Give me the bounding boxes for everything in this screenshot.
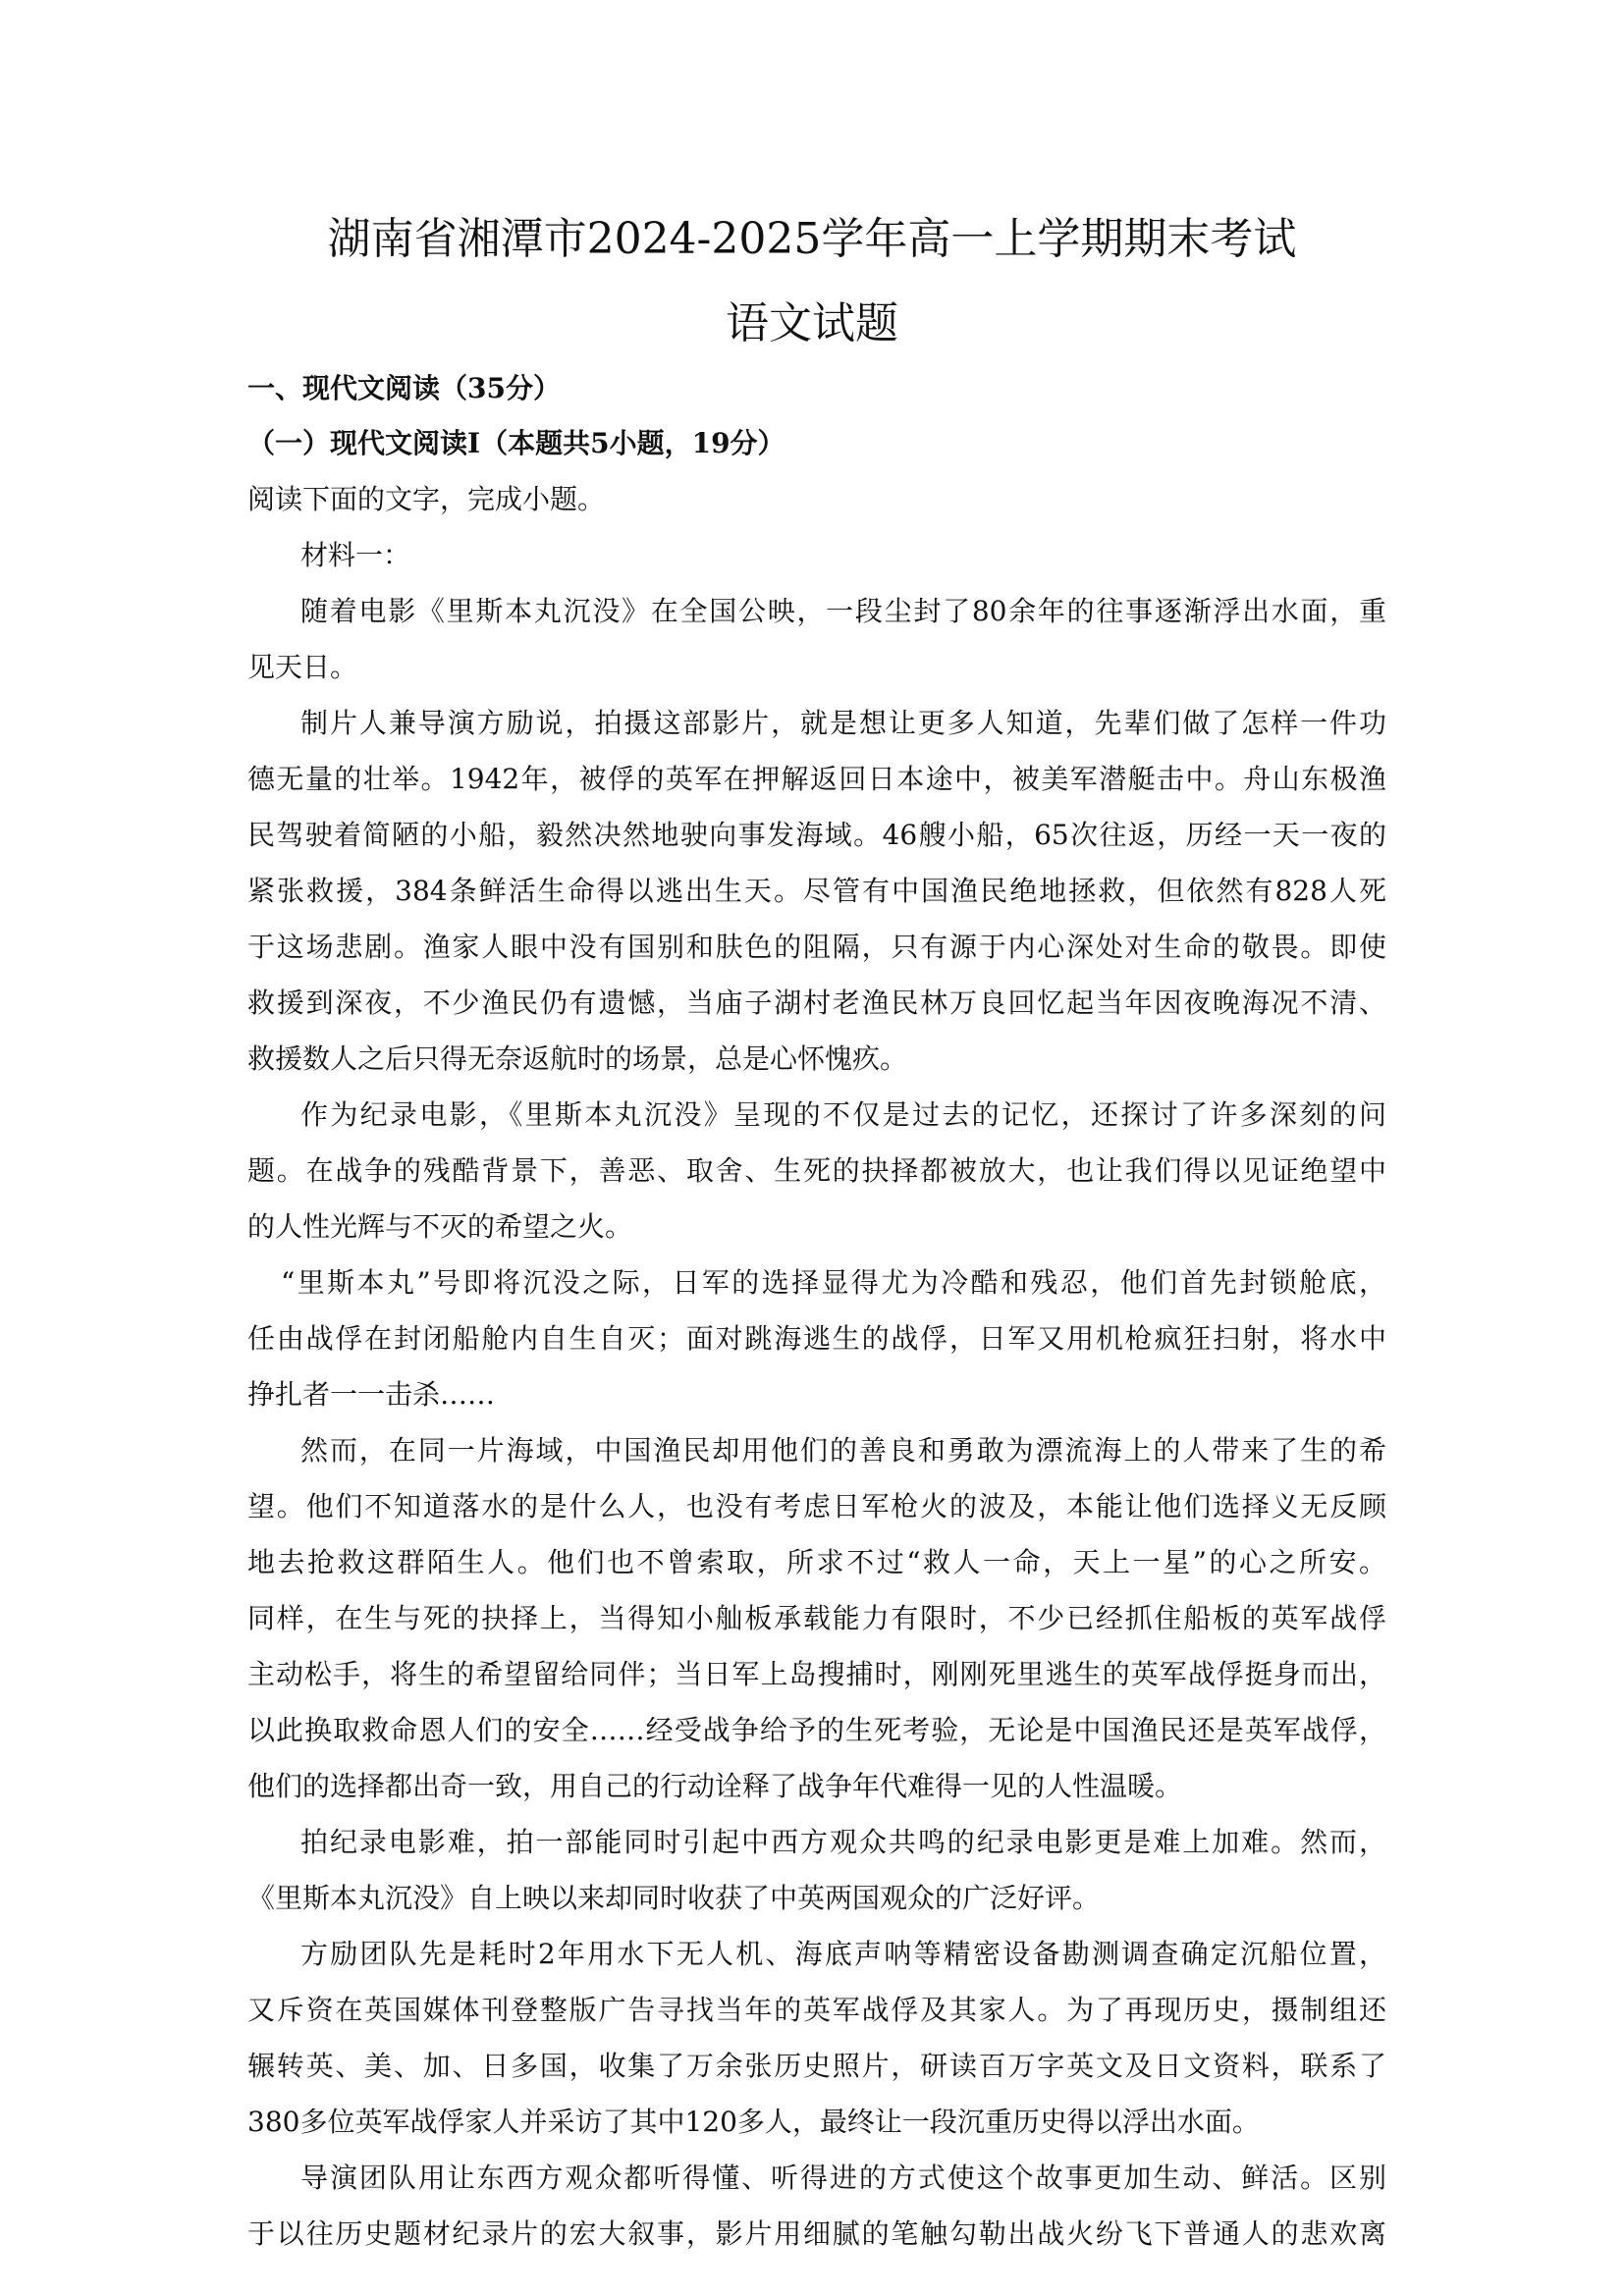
paragraph-line: “里斯本丸”号即将沉没之际，日军的选择显得尤为冷酷和残忍，他们首先封锁舱底，: [281, 1266, 1386, 1299]
paragraph-line: 拍纪录电影难，拍一部能同时引起中西方观众共鸣的纪录电影更是难上加难。然而，: [300, 1826, 1386, 1858]
paragraph-line: 于以往历史题材纪录片的宏大叙事，影片用细腻的笔触勾勒出战火纷飞下普通人的悲欢离: [247, 2217, 1386, 2250]
paragraph-line: 380多位英军战俘家人并采访了其中120多人，最终让一段沉重历史得以浮出水面。: [247, 2106, 1260, 2138]
instruction-text: 阅读下面的文字，完成小题。: [247, 483, 606, 515]
section-heading: 一、现代文阅读（35分）: [247, 372, 561, 404]
paragraph-line: 导演团队用让东西方观众都听得懂、听得进的方式使这个故事更加生动、鲜活。区别: [300, 2162, 1386, 2194]
paragraph-line: 辗转英、美、加、日多国，收集了万余张历史照片，研读百万字英文及日文资料，联系了: [247, 2050, 1386, 2082]
paragraph-line: 同样，在生与死的抉择上，当得知小舢板承载能力有限时，不少已经抓住船板的英军战俘: [247, 1602, 1386, 1634]
paragraph-line: 以此换取救命恩人们的安全……经受战争给予的生死考验，无论是中国渔民还是英军战俘，: [247, 1714, 1386, 1746]
paragraph-line: 主动松手，将生的希望留给同伴；当日军上岛搜捕时，刚刚死里逃生的英军战俘挺身而出，: [247, 1658, 1386, 1690]
paragraph-line: 救援数人之后只得无奈返航时的场景，总是心怀愧疚。: [247, 1042, 908, 1075]
paragraph: [247, 1260, 1386, 1417]
paragraph-line: 随着电影《里斯本丸沉没》在全国公映，一段尘封了80余年的往事逐渐浮出水面，重: [300, 595, 1386, 627]
paragraph-line: 紧张救援，384条鲜活生命得以逃出生天。尽管有中国渔民绝地拯救，但依然有828人死: [247, 875, 1386, 907]
paragraph: [247, 589, 1386, 690]
paragraph-line: 题。在战争的残酷背景下，善恶、取舍、生死的抉择都被放大，也让我们得以见证绝望中: [247, 1154, 1386, 1187]
paragraph-line: 制片人兼导演方励说，拍摄这部影片，就是想让更多人知道，先辈们做了怎样一件功: [300, 707, 1386, 739]
paragraph-line: 又斥资在英国媒体刊登整版广告寻找当年的英军战俘及其家人。为了再现历史，摄制组还: [247, 1994, 1386, 2026]
paragraph-line: 方励团队先是耗时2年用水下无人机、海底声呐等精密设备勘测调查确定沉船位置，: [300, 1938, 1386, 1970]
paragraph-line: 望。他们不知道落水的是什么人，也没有考虑日军枪火的波及，本能让他们选择义无反顾: [247, 1490, 1386, 1522]
paragraph-line: 《里斯本丸沉没》自上映以来却同时收获了中英两国观众的广泛好评。: [247, 1882, 1101, 1914]
paragraph: [247, 1820, 1386, 1921]
material-label: 材料一：: [300, 539, 411, 571]
paragraph-line: 的人性光辉与不灭的希望之火。: [247, 1210, 633, 1243]
document-body: [247, 367, 1386, 2268]
subsection-heading: （一）现代文阅读Ⅰ（本题共5小题，19分）: [247, 427, 785, 459]
paragraph-line: 任由战俘在封闭船舱内自生自灭；面对跳海逃生的战俘，日军又用机枪疯狂扫射，将水中: [247, 1322, 1386, 1355]
paragraph-line: 德无量的壮举。1942年，被俘的英军在押解返回日本途中，被美军潜艇击中。舟山东极渔: [247, 763, 1386, 795]
paragraph: [247, 1093, 1386, 1250]
paragraph: [247, 1428, 1386, 1809]
paragraph-line: 于这场悲剧。渔家人眼中没有国别和肤色的阻隔，只有源于内心深处对生命的敬畏。即使: [247, 931, 1386, 963]
document-title: 湖南省湘潭市2024-2025学年高一上学期期末考试: [327, 214, 1297, 264]
paragraph-line: 他们的选择都出奇一致，用自己的行动诠释了战争年代难得一见的人性温暖。: [247, 1770, 1183, 1802]
paragraph-line: 见天日。: [247, 651, 358, 683]
paragraph-line: 救援到深夜，不少渔民仍有遗憾，当庙子湖村老渔民林万良回忆起当年因夜晚海况不清、: [247, 987, 1386, 1019]
paragraph-line: 作为纪录电影，《里斯本丸沉没》呈现的不仅是过去的记忆，还探讨了许多深刻的问: [300, 1098, 1386, 1131]
paragraph: [247, 701, 1386, 1082]
paragraph-line: 民驾驶着简陋的小船，毅然决然地驶向事发海域。46艘小船，65次往返，历经一天一夜的: [247, 819, 1386, 851]
paragraph: [247, 2156, 1386, 2257]
paragraph-line: 挣扎者一一击杀……: [247, 1378, 496, 1411]
paragraph: [247, 1932, 1386, 2145]
paragraph-line: 地去抢救这群陌生人。他们也不曾索取，所求不过“救人一命，天上一星”的心之所安。: [247, 1546, 1386, 1578]
paragraph-line: 然而，在同一片海域，中国渔民却用他们的善良和勇敢为漂流海上的人带来了生的希: [300, 1434, 1386, 1467]
document-subtitle: 语文试题: [726, 298, 898, 348]
